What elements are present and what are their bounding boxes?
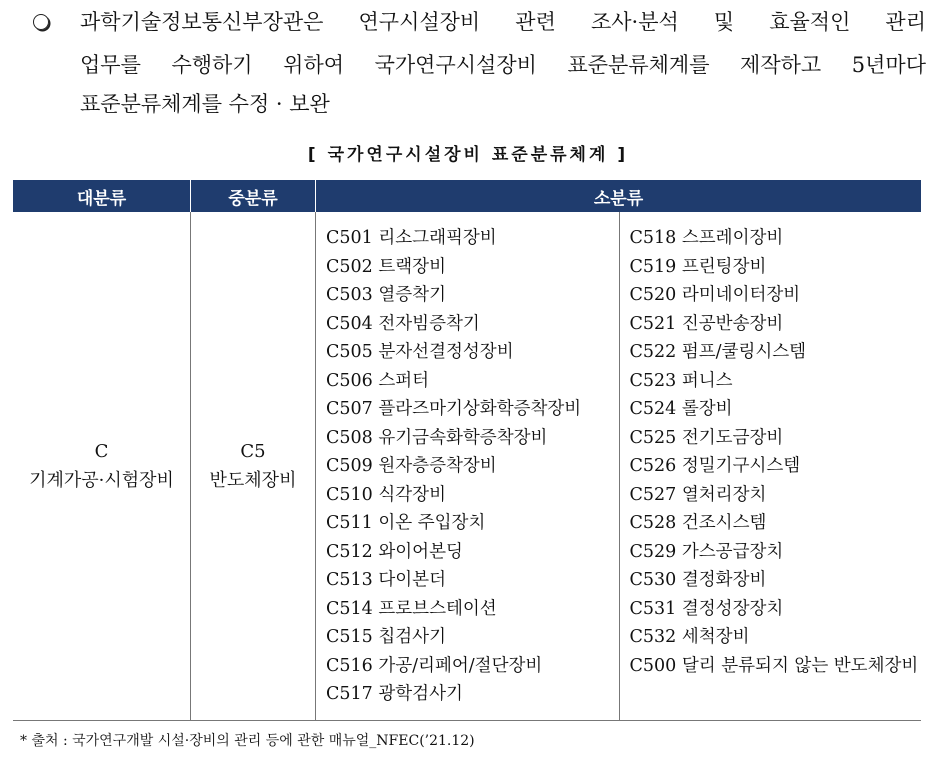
minor-category-item: C508 유기금속화학증착장비 (326, 427, 548, 448)
minor-category-item: C510 식각장비 (326, 484, 446, 505)
middle-category-code: C5 (240, 441, 266, 462)
minor-category-item: C503 열증착기 (326, 285, 446, 305)
minor-category-item: C519 프린팅장비 (629, 256, 767, 277)
middle-category-name: 반도체장비 (209, 470, 297, 491)
minor-category-item: C529 가스공급장치 (629, 541, 784, 562)
minor-category-item: C501 리소그래픽장비 (326, 228, 497, 248)
intro-line-3: 표준분류체계를 수정 · 보완 (80, 92, 330, 116)
minor-category-item: C506 스퍼터 (326, 370, 430, 391)
minor-category-item: C513 다이본더 (326, 570, 446, 590)
minor-category-item: C521 진공반송장비 (629, 313, 784, 334)
minor-category-item: C531 결정성장장치 (629, 598, 784, 619)
minor-category-list-left (316, 212, 619, 720)
minor-category-item: C525 전기도금장비 (629, 427, 784, 448)
minor-category-item: C522 펌프/쿨링시스템 (629, 342, 807, 362)
hollow-circle-bullet-icon (33, 14, 49, 30)
minor-category-item: C516 가공/리페어/절단장비 (326, 655, 543, 676)
major-category-cell (13, 212, 190, 720)
table-title: [ 국가연구시설장비 표준분류체계 ] (307, 145, 629, 165)
header-middle-category: 중분류 (190, 180, 315, 212)
minor-category-item: C517 광학검사기 (326, 684, 463, 704)
minor-category-item: C511 이온 주입장치 (326, 513, 486, 533)
minor-category-item: C504 전자빔증착기 (326, 313, 480, 334)
middle-category-cell (190, 212, 315, 720)
intro-line-1: 과학기술정보통신부장관은 연구시설장비 관련 조사·분석 및 효율적인 관리 (80, 10, 926, 34)
minor-category-item: C500 달리 분류되지 않는 반도체장비 (629, 655, 919, 676)
minor-category-item: C530 결정화장비 (629, 570, 767, 590)
minor-category-item: C502 트랙장비 (326, 256, 446, 277)
minor-category-item: C505 분자선결정성장비 (326, 342, 514, 362)
major-category-code: C (94, 441, 109, 462)
minor-category-list-right (619, 212, 922, 720)
header-major-category: 대분류 (76, 188, 127, 209)
classification-table (13, 180, 921, 721)
minor-category-item: C518 스프레이장비 (629, 228, 784, 248)
minor-category-item: C523 퍼니스 (629, 370, 733, 391)
source-note: * 출처 : 국가연구개발 시설·장비의 관리 등에 관한 매뉴얼_NFEC(’21.12) (20, 733, 475, 749)
header-minor-category: 소분류 (315, 180, 921, 212)
minor-category-item: C509 원자층증착장비 (326, 456, 497, 476)
minor-category-item: C507 플라즈마기상화학증착장비 (326, 399, 582, 419)
minor-category-item: C515 칩검사기 (326, 627, 446, 647)
minor-category-item: C524 롤장비 (629, 399, 733, 419)
major-category-name: 기계가공·시험장비 (29, 470, 174, 491)
minor-category-item: C526 정밀기구시스템 (629, 456, 801, 476)
minor-category-item: C528 건조시스템 (629, 513, 767, 533)
minor-category-item: C520 라미네이터장비 (629, 285, 801, 305)
minor-category-item: C532 세척장비 (629, 627, 750, 647)
table-header-row (13, 180, 921, 212)
table-body-row (13, 212, 921, 720)
intro-line-2: 업무를 수행하기 위하여 국가연구시설장비 표준분류체계를 제작하고 5년마다 (80, 53, 926, 77)
minor-category-item: C512 와이어본딩 (326, 541, 463, 562)
minor-category-item: C514 프로브스테이션 (326, 598, 497, 619)
minor-category-item: C527 열처리장치 (629, 484, 767, 505)
minor-category-cell (315, 212, 921, 720)
